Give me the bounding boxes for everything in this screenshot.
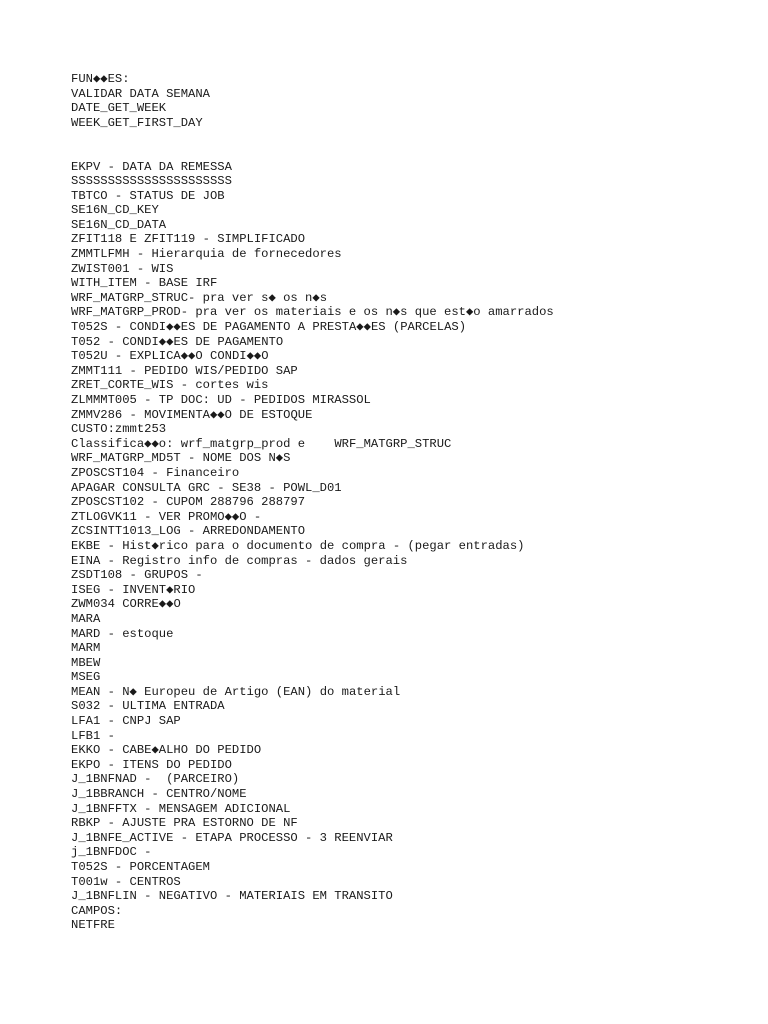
- text-line: EINA - Registro info de compras - dados gerais: [71, 553, 408, 568]
- text-line: T052S - CONDI◆◆ES DE PAGAMENTO A PRESTA◆◆ES (PARCELAS): [71, 320, 467, 335]
- text-line: MEAN - N◆ Europeu de Artigo (EAN) do material: [71, 684, 401, 699]
- text-line: MARA: [71, 611, 101, 626]
- tables-text-block: [71, 160, 554, 933]
- text-line: FUN◆◆ES:: [71, 72, 130, 86]
- text-line: T001w - CENTROS: [71, 874, 181, 889]
- functions-text-block: [71, 72, 210, 130]
- text-line: EKKO - CABE◆ALHO DO PEDIDO: [71, 743, 262, 758]
- text-line: SE16N_CD_DATA: [71, 217, 167, 232]
- text-line: J_1BNFE_ACTIVE - ETAPA PROCESSO - 3 REENVIAR: [71, 830, 393, 845]
- text-line: ZPOSCST102 - CUPOM 288796 288797: [71, 495, 306, 510]
- text-line: ZRET_CORTE_WIS - cortes wis: [71, 378, 269, 393]
- text-line: WEEK_GET_FIRST_DAY: [71, 115, 203, 130]
- text-line: j_1BNFDOC -: [71, 845, 152, 860]
- text-line: WRF_MATGRP_MD5T - NOME DOS N◆S: [71, 451, 291, 466]
- text-line: NETFRE: [71, 918, 115, 933]
- text-line: TBTCO - STATUS DE JOB: [71, 188, 225, 203]
- text-line: APAGAR CONSULTA GRC - SE38 - POWL_D01: [71, 480, 342, 495]
- text-line: T052S - PORCENTAGEM: [71, 860, 210, 874]
- text-line: WRF_MATGRP_PROD- pra ver os materiais e os n◆s que est◆o amarrados: [71, 305, 554, 320]
- text-line: ZPOSCST104 - Financeiro: [71, 465, 240, 480]
- text-line: J_1BNFNAD - (PARCEIRO): [71, 772, 240, 787]
- text-line: ZMMTLFMH - Hierarquia de fornecedores: [71, 247, 342, 262]
- text-line: EKPO - ITENS DO PEDIDO: [71, 757, 232, 772]
- text-line: LFA1 - CNPJ SAP: [71, 714, 181, 729]
- text-line: ZCSINTT1013_LOG - ARREDONDAMENTO: [71, 524, 306, 539]
- text-line: SSSSSSSSSSSSSSSSSSSSSS: [71, 174, 232, 189]
- text-line: ZFIT118 E ZFIT119 - SIMPLIFICADO: [71, 232, 306, 247]
- text-line: MSEG: [71, 670, 101, 685]
- text-line: VALIDAR DATA SEMANA: [71, 86, 210, 101]
- text-line: ZMMV286 - MOVIMENTA◆◆O DE ESTOQUE: [71, 407, 313, 422]
- text-line: ZWM034 CORRE◆◆O: [71, 597, 181, 612]
- text-line: S032 - ULTIMA ENTRADA: [71, 699, 225, 714]
- text-line: ZTLOGVK11 - VER PROMO◆◆O -: [71, 509, 262, 524]
- text-line: ZMMT111 - PEDIDO WIS/PEDIDO SAP: [71, 363, 298, 378]
- text-line: EKBE - Hist◆rico para o documento de compra - (pegar entradas): [71, 538, 525, 553]
- text-line: ZSDT108 - GRUPOS -: [71, 568, 203, 583]
- text-line: Classifica◆◆o: wrf_matgrp_prod e WRF_MATGRP_STRUC: [71, 436, 452, 451]
- text-line: ISEG - INVENT◆RIO: [71, 582, 196, 597]
- text-line: T052 - CONDI◆◆ES DE PAGAMENTO: [71, 334, 284, 349]
- text-line: DATE_GET_WEEK: [71, 101, 167, 116]
- text-line: RBKP - AJUSTE PRA ESTORNO DE NF: [71, 816, 298, 831]
- text-line: J_1BNFFTX - MENSAGEM ADICIONAL: [71, 801, 291, 816]
- text-line: MBEW: [71, 655, 101, 670]
- text-line: SE16N_CD_KEY: [71, 203, 159, 218]
- text-line: J_1BBRANCH - CENTRO/NOME: [71, 787, 247, 802]
- text-line: CAMPOS:: [71, 903, 123, 918]
- text-line: WRF_MATGRP_STRUC- pra ver s◆ os n◆s: [71, 290, 328, 305]
- text-line: EKPV - DATA DA REMESSA: [71, 159, 232, 174]
- text-line: CUSTO:zmmt253: [71, 422, 167, 437]
- text-line: LFB1 -: [71, 728, 115, 743]
- text-line: ZWIST001 - WIS: [71, 261, 174, 276]
- text-line: MARM: [71, 641, 101, 656]
- text-line: MARD - estoque: [71, 626, 174, 641]
- text-line: T052U - EXPLICA◆◆O CONDI◆◆O: [71, 349, 269, 364]
- text-line: J_1BNFLIN - NEGATIVO - MATERIAIS EM TRANSITO: [71, 889, 393, 904]
- text-line: ZLMMMT005 - TP DOC: UD - PEDIDOS MIRASSOL: [71, 393, 371, 407]
- text-line: WITH_ITEM - BASE IRF: [71, 276, 218, 291]
